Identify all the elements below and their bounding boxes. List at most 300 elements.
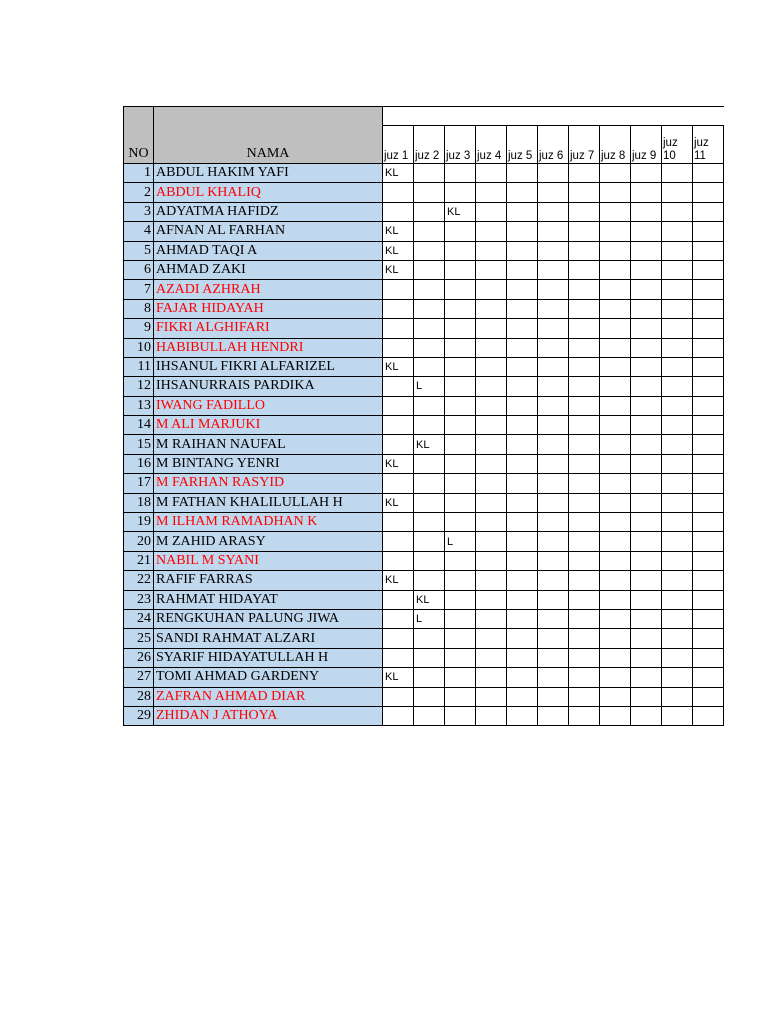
juz-4-cell[interactable]	[476, 454, 507, 473]
juz-2-cell[interactable]: L	[414, 377, 445, 396]
juz-9-cell[interactable]	[631, 280, 662, 299]
row-number-cell[interactable]: 21	[124, 551, 154, 570]
juz-11-cell[interactable]	[693, 260, 724, 279]
juz-11-cell[interactable]	[693, 687, 724, 706]
juz-5-cell[interactable]	[507, 396, 538, 415]
student-name-cell[interactable]: IHSANUL FIKRI ALFARIZEL	[154, 357, 383, 376]
student-name-cell[interactable]: RAHMAT HIDAYAT	[154, 590, 383, 609]
juz-11-cell[interactable]	[693, 474, 724, 493]
juz-4-cell[interactable]	[476, 668, 507, 687]
juz-1-cell[interactable]	[383, 474, 414, 493]
juz-3-cell[interactable]	[445, 454, 476, 473]
juz-1-cell[interactable]	[383, 648, 414, 667]
juz-3-cell[interactable]	[445, 648, 476, 667]
juz-11-cell[interactable]	[693, 338, 724, 357]
juz-2-cell[interactable]	[414, 571, 445, 590]
juz-3-cell[interactable]: KL	[445, 202, 476, 221]
juz-10-cell[interactable]	[662, 260, 693, 279]
student-name-cell[interactable]: M FATHAN KHALILULLAH H	[154, 493, 383, 512]
juz-9-cell[interactable]	[631, 474, 662, 493]
juz-8-cell[interactable]	[600, 493, 631, 512]
juz-2-cell[interactable]	[414, 532, 445, 551]
juz-2-cell[interactable]	[414, 222, 445, 241]
row-number-cell[interactable]: 11	[124, 357, 154, 376]
juz-1-cell[interactable]	[383, 706, 414, 725]
juz-9-cell[interactable]	[631, 551, 662, 570]
row-number-cell[interactable]: 8	[124, 299, 154, 318]
row-number-cell[interactable]: 1	[124, 164, 154, 183]
juz-7-cell[interactable]	[569, 706, 600, 725]
student-name-cell[interactable]: TOMI AHMAD GARDENY	[154, 668, 383, 687]
juz-7-cell[interactable]	[569, 648, 600, 667]
juz-6-cell[interactable]	[538, 668, 569, 687]
juz-10-cell[interactable]	[662, 435, 693, 454]
juz-8-cell[interactable]	[600, 416, 631, 435]
juz-3-cell[interactable]	[445, 629, 476, 648]
juz-1-cell[interactable]	[383, 299, 414, 318]
student-name-cell[interactable]: FIKRI ALGHIFARI	[154, 319, 383, 338]
juz-8-cell[interactable]	[600, 706, 631, 725]
juz-5-cell[interactable]	[507, 668, 538, 687]
juz-1-cell[interactable]: KL	[383, 164, 414, 183]
juz-8-cell[interactable]	[600, 357, 631, 376]
juz-4-cell[interactable]	[476, 416, 507, 435]
juz-2-cell[interactable]	[414, 396, 445, 415]
row-number-cell[interactable]: 29	[124, 706, 154, 725]
juz-2-cell[interactable]	[414, 493, 445, 512]
juz-7-cell[interactable]	[569, 222, 600, 241]
juz-4-cell[interactable]	[476, 609, 507, 628]
juz-11-cell[interactable]	[693, 357, 724, 376]
juz-10-cell[interactable]	[662, 513, 693, 532]
juz-9-cell[interactable]	[631, 454, 662, 473]
juz-6-cell[interactable]	[538, 648, 569, 667]
juz-6-cell[interactable]	[538, 183, 569, 202]
juz-8-cell[interactable]	[600, 668, 631, 687]
juz-11-cell[interactable]	[693, 706, 724, 725]
juz-10-cell[interactable]	[662, 609, 693, 628]
student-name-cell[interactable]: NABIL M SYANI	[154, 551, 383, 570]
juz-3-cell[interactable]: L	[445, 532, 476, 551]
juz-9-cell[interactable]	[631, 377, 662, 396]
juz-10-cell[interactable]	[662, 396, 693, 415]
juz-11-cell[interactable]	[693, 609, 724, 628]
juz-6-cell[interactable]	[538, 590, 569, 609]
student-name-cell[interactable]: ADYATMA HAFIDZ	[154, 202, 383, 221]
row-number-cell[interactable]: 4	[124, 222, 154, 241]
header-juz-4[interactable]: juz 4	[476, 126, 507, 164]
juz-8-cell[interactable]	[600, 396, 631, 415]
student-name-cell[interactable]: M ZAHID ARASY	[154, 532, 383, 551]
juz-10-cell[interactable]	[662, 183, 693, 202]
student-name-cell[interactable]: M ILHAM RAMADHAN K	[154, 513, 383, 532]
juz-11-cell[interactable]	[693, 513, 724, 532]
juz-1-cell[interactable]: KL	[383, 357, 414, 376]
juz-1-cell[interactable]	[383, 319, 414, 338]
juz-4-cell[interactable]	[476, 319, 507, 338]
juz-6-cell[interactable]	[538, 299, 569, 318]
juz-8-cell[interactable]	[600, 609, 631, 628]
juz-4-cell[interactable]	[476, 338, 507, 357]
row-number-cell[interactable]: 15	[124, 435, 154, 454]
row-number-cell[interactable]: 23	[124, 590, 154, 609]
juz-2-cell[interactable]	[414, 338, 445, 357]
juz-9-cell[interactable]	[631, 416, 662, 435]
juz-5-cell[interactable]	[507, 222, 538, 241]
juz-11-cell[interactable]	[693, 571, 724, 590]
juz-10-cell[interactable]	[662, 532, 693, 551]
student-name-cell[interactable]: AHMAD TAQI A	[154, 241, 383, 260]
juz-4-cell[interactable]	[476, 513, 507, 532]
juz-1-cell[interactable]: KL	[383, 454, 414, 473]
juz-10-cell[interactable]	[662, 648, 693, 667]
juz-11-cell[interactable]	[693, 164, 724, 183]
juz-11-cell[interactable]	[693, 629, 724, 648]
juz-11-cell[interactable]	[693, 280, 724, 299]
juz-10-cell[interactable]	[662, 454, 693, 473]
juz-4-cell[interactable]	[476, 260, 507, 279]
row-number-cell[interactable]: 25	[124, 629, 154, 648]
juz-11-cell[interactable]	[693, 532, 724, 551]
juz-4-cell[interactable]	[476, 629, 507, 648]
juz-8-cell[interactable]	[600, 319, 631, 338]
juz-2-cell[interactable]	[414, 629, 445, 648]
juz-8-cell[interactable]	[600, 202, 631, 221]
juz-6-cell[interactable]	[538, 164, 569, 183]
juz-7-cell[interactable]	[569, 319, 600, 338]
row-number-cell[interactable]: 22	[124, 571, 154, 590]
juz-9-cell[interactable]	[631, 493, 662, 512]
juz-2-cell[interactable]	[414, 164, 445, 183]
juz-10-cell[interactable]	[662, 241, 693, 260]
juz-1-cell[interactable]: KL	[383, 668, 414, 687]
juz-9-cell[interactable]	[631, 513, 662, 532]
juz-6-cell[interactable]	[538, 532, 569, 551]
juz-5-cell[interactable]	[507, 648, 538, 667]
juz-7-cell[interactable]	[569, 493, 600, 512]
juz-3-cell[interactable]	[445, 396, 476, 415]
juz-9-cell[interactable]	[631, 164, 662, 183]
juz-7-cell[interactable]	[569, 183, 600, 202]
juz-4-cell[interactable]	[476, 687, 507, 706]
header-juz-10[interactable]: juz 10	[662, 126, 693, 164]
student-name-cell[interactable]: M FARHAN RASYID	[154, 474, 383, 493]
juz-5-cell[interactable]	[507, 280, 538, 299]
juz-10-cell[interactable]	[662, 590, 693, 609]
juz-10-cell[interactable]	[662, 280, 693, 299]
header-juz-5[interactable]: juz 5	[507, 126, 538, 164]
juz-10-cell[interactable]	[662, 474, 693, 493]
juz-7-cell[interactable]	[569, 377, 600, 396]
juz-7-cell[interactable]	[569, 435, 600, 454]
juz-7-cell[interactable]	[569, 687, 600, 706]
juz-2-cell[interactable]: L	[414, 609, 445, 628]
juz-10-cell[interactable]	[662, 687, 693, 706]
juz-5-cell[interactable]	[507, 706, 538, 725]
juz-7-cell[interactable]	[569, 532, 600, 551]
juz-7-cell[interactable]	[569, 357, 600, 376]
student-name-cell[interactable]: FAJAR HIDAYAH	[154, 299, 383, 318]
juz-9-cell[interactable]	[631, 629, 662, 648]
header-juz-8[interactable]: juz 8	[600, 126, 631, 164]
juz-11-cell[interactable]	[693, 299, 724, 318]
juz-9-cell[interactable]	[631, 222, 662, 241]
juz-5-cell[interactable]	[507, 474, 538, 493]
juz-10-cell[interactable]	[662, 629, 693, 648]
juz-5-cell[interactable]	[507, 609, 538, 628]
student-name-cell[interactable]: AFNAN AL FARHAN	[154, 222, 383, 241]
juz-4-cell[interactable]	[476, 396, 507, 415]
juz-3-cell[interactable]	[445, 164, 476, 183]
juz-4-cell[interactable]	[476, 299, 507, 318]
juz-1-cell[interactable]	[383, 609, 414, 628]
juz-1-cell[interactable]	[383, 532, 414, 551]
juz-3-cell[interactable]	[445, 668, 476, 687]
juz-8-cell[interactable]	[600, 513, 631, 532]
juz-7-cell[interactable]	[569, 202, 600, 221]
juz-4-cell[interactable]	[476, 183, 507, 202]
juz-10-cell[interactable]	[662, 551, 693, 570]
student-name-cell[interactable]: RAFIF FARRAS	[154, 571, 383, 590]
student-name-cell[interactable]: IHSANURRAIS PARDIKA	[154, 377, 383, 396]
juz-1-cell[interactable]	[383, 396, 414, 415]
student-name-cell[interactable]: IWANG FADILLO	[154, 396, 383, 415]
juz-4-cell[interactable]	[476, 648, 507, 667]
header-juz-3[interactable]: juz 3	[445, 126, 476, 164]
juz-5-cell[interactable]	[507, 532, 538, 551]
juz-1-cell[interactable]: KL	[383, 493, 414, 512]
juz-4-cell[interactable]	[476, 571, 507, 590]
juz-1-cell[interactable]: KL	[383, 571, 414, 590]
juz-8-cell[interactable]	[600, 260, 631, 279]
student-name-cell[interactable]: M RAIHAN NAUFAL	[154, 435, 383, 454]
juz-3-cell[interactable]	[445, 280, 476, 299]
juz-9-cell[interactable]	[631, 241, 662, 260]
juz-3-cell[interactable]	[445, 222, 476, 241]
juz-6-cell[interactable]	[538, 493, 569, 512]
juz-2-cell[interactable]	[414, 668, 445, 687]
row-number-cell[interactable]: 17	[124, 474, 154, 493]
header-juz-6[interactable]: juz 6	[538, 126, 569, 164]
juz-2-cell[interactable]	[414, 706, 445, 725]
juz-9-cell[interactable]	[631, 648, 662, 667]
juz-6-cell[interactable]	[538, 396, 569, 415]
juz-7-cell[interactable]	[569, 513, 600, 532]
juz-7-cell[interactable]	[569, 629, 600, 648]
juz-5-cell[interactable]	[507, 183, 538, 202]
juz-11-cell[interactable]	[693, 454, 724, 473]
juz-6-cell[interactable]	[538, 202, 569, 221]
juz-10-cell[interactable]	[662, 164, 693, 183]
student-name-cell[interactable]: AZADI AZHRAH	[154, 280, 383, 299]
juz-5-cell[interactable]	[507, 377, 538, 396]
student-name-cell[interactable]: HABIBULLAH HENDRI	[154, 338, 383, 357]
header-juz-2[interactable]: juz 2	[414, 126, 445, 164]
juz-3-cell[interactable]	[445, 338, 476, 357]
juz-5-cell[interactable]	[507, 435, 538, 454]
juz-2-cell[interactable]: KL	[414, 435, 445, 454]
row-number-cell[interactable]: 6	[124, 260, 154, 279]
juz-4-cell[interactable]	[476, 474, 507, 493]
juz-4-cell[interactable]	[476, 241, 507, 260]
row-number-cell[interactable]: 19	[124, 513, 154, 532]
juz-4-cell[interactable]	[476, 551, 507, 570]
juz-6-cell[interactable]	[538, 551, 569, 570]
juz-9-cell[interactable]	[631, 396, 662, 415]
juz-2-cell[interactable]	[414, 183, 445, 202]
juz-5-cell[interactable]	[507, 338, 538, 357]
juz-9-cell[interactable]	[631, 687, 662, 706]
juz-11-cell[interactable]	[693, 377, 724, 396]
juz-1-cell[interactable]	[383, 435, 414, 454]
row-number-cell[interactable]: 18	[124, 493, 154, 512]
juz-9-cell[interactable]	[631, 183, 662, 202]
row-number-cell[interactable]: 5	[124, 241, 154, 260]
juz-10-cell[interactable]	[662, 319, 693, 338]
juz-3-cell[interactable]	[445, 474, 476, 493]
juz-4-cell[interactable]	[476, 532, 507, 551]
juz-2-cell[interactable]	[414, 687, 445, 706]
juz-3-cell[interactable]	[445, 706, 476, 725]
juz-4-cell[interactable]	[476, 435, 507, 454]
juz-5-cell[interactable]	[507, 164, 538, 183]
juz-7-cell[interactable]	[569, 551, 600, 570]
juz-6-cell[interactable]	[538, 454, 569, 473]
juz-3-cell[interactable]	[445, 357, 476, 376]
juz-2-cell[interactable]	[414, 260, 445, 279]
juz-7-cell[interactable]	[569, 396, 600, 415]
juz-2-cell[interactable]	[414, 241, 445, 260]
juz-8-cell[interactable]	[600, 590, 631, 609]
juz-11-cell[interactable]	[693, 493, 724, 512]
juz-4-cell[interactable]	[476, 377, 507, 396]
juz-8-cell[interactable]	[600, 241, 631, 260]
juz-7-cell[interactable]	[569, 590, 600, 609]
juz-6-cell[interactable]	[538, 435, 569, 454]
header-blank-band[interactable]	[383, 107, 724, 126]
juz-7-cell[interactable]	[569, 338, 600, 357]
header-nama[interactable]: NAMA	[154, 107, 383, 164]
juz-8-cell[interactable]	[600, 435, 631, 454]
juz-9-cell[interactable]	[631, 357, 662, 376]
student-name-cell[interactable]: SANDI RAHMAT ALZARI	[154, 629, 383, 648]
juz-9-cell[interactable]	[631, 435, 662, 454]
juz-1-cell[interactable]: KL	[383, 260, 414, 279]
row-number-cell[interactable]: 26	[124, 648, 154, 667]
juz-4-cell[interactable]	[476, 357, 507, 376]
row-number-cell[interactable]: 14	[124, 416, 154, 435]
juz-2-cell[interactable]	[414, 454, 445, 473]
juz-2-cell[interactable]	[414, 513, 445, 532]
juz-11-cell[interactable]	[693, 319, 724, 338]
juz-2-cell[interactable]	[414, 319, 445, 338]
student-name-cell[interactable]: AHMAD ZAKI	[154, 260, 383, 279]
juz-8-cell[interactable]	[600, 299, 631, 318]
juz-11-cell[interactable]	[693, 202, 724, 221]
juz-10-cell[interactable]	[662, 338, 693, 357]
juz-5-cell[interactable]	[507, 551, 538, 570]
juz-6-cell[interactable]	[538, 609, 569, 628]
juz-5-cell[interactable]	[507, 513, 538, 532]
juz-6-cell[interactable]	[538, 338, 569, 357]
juz-2-cell[interactable]	[414, 551, 445, 570]
juz-2-cell[interactable]	[414, 648, 445, 667]
row-number-cell[interactable]: 16	[124, 454, 154, 473]
juz-6-cell[interactable]	[538, 706, 569, 725]
juz-1-cell[interactable]	[383, 338, 414, 357]
row-number-cell[interactable]: 28	[124, 687, 154, 706]
juz-10-cell[interactable]	[662, 222, 693, 241]
juz-6-cell[interactable]	[538, 687, 569, 706]
row-number-cell[interactable]: 20	[124, 532, 154, 551]
juz-5-cell[interactable]	[507, 629, 538, 648]
juz-10-cell[interactable]	[662, 416, 693, 435]
juz-11-cell[interactable]	[693, 396, 724, 415]
juz-6-cell[interactable]	[538, 222, 569, 241]
juz-3-cell[interactable]	[445, 435, 476, 454]
juz-11-cell[interactable]	[693, 551, 724, 570]
header-no[interactable]: NO	[124, 107, 154, 164]
juz-7-cell[interactable]	[569, 280, 600, 299]
juz-5-cell[interactable]	[507, 687, 538, 706]
juz-7-cell[interactable]	[569, 474, 600, 493]
juz-9-cell[interactable]	[631, 532, 662, 551]
header-juz-7[interactable]: juz 7	[569, 126, 600, 164]
juz-5-cell[interactable]	[507, 454, 538, 473]
juz-4-cell[interactable]	[476, 590, 507, 609]
juz-3-cell[interactable]	[445, 590, 476, 609]
juz-6-cell[interactable]	[538, 377, 569, 396]
juz-3-cell[interactable]	[445, 551, 476, 570]
juz-9-cell[interactable]	[631, 202, 662, 221]
juz-1-cell[interactable]	[383, 590, 414, 609]
juz-6-cell[interactable]	[538, 571, 569, 590]
juz-10-cell[interactable]	[662, 571, 693, 590]
juz-3-cell[interactable]	[445, 493, 476, 512]
juz-5-cell[interactable]	[507, 571, 538, 590]
juz-5-cell[interactable]	[507, 241, 538, 260]
juz-9-cell[interactable]	[631, 668, 662, 687]
juz-3-cell[interactable]	[445, 416, 476, 435]
juz-10-cell[interactable]	[662, 377, 693, 396]
juz-6-cell[interactable]	[538, 241, 569, 260]
student-name-cell[interactable]: ZAFRAN AHMAD DIAR	[154, 687, 383, 706]
juz-1-cell[interactable]	[383, 202, 414, 221]
juz-2-cell[interactable]: KL	[414, 590, 445, 609]
juz-5-cell[interactable]	[507, 416, 538, 435]
juz-11-cell[interactable]	[693, 222, 724, 241]
juz-11-cell[interactable]	[693, 416, 724, 435]
juz-8-cell[interactable]	[600, 571, 631, 590]
juz-6-cell[interactable]	[538, 629, 569, 648]
student-name-cell[interactable]: SYARIF HIDAYATULLAH H	[154, 648, 383, 667]
juz-11-cell[interactable]	[693, 435, 724, 454]
row-number-cell[interactable]: 13	[124, 396, 154, 415]
juz-9-cell[interactable]	[631, 260, 662, 279]
juz-8-cell[interactable]	[600, 648, 631, 667]
juz-2-cell[interactable]	[414, 357, 445, 376]
juz-3-cell[interactable]	[445, 687, 476, 706]
juz-1-cell[interactable]: KL	[383, 241, 414, 260]
student-name-cell[interactable]: M BINTANG YENRI	[154, 454, 383, 473]
student-name-cell[interactable]: M ALI MARJUKI	[154, 416, 383, 435]
juz-9-cell[interactable]	[631, 338, 662, 357]
juz-7-cell[interactable]	[569, 299, 600, 318]
juz-3-cell[interactable]	[445, 183, 476, 202]
juz-9-cell[interactable]	[631, 609, 662, 628]
juz-6-cell[interactable]	[538, 357, 569, 376]
juz-2-cell[interactable]	[414, 416, 445, 435]
